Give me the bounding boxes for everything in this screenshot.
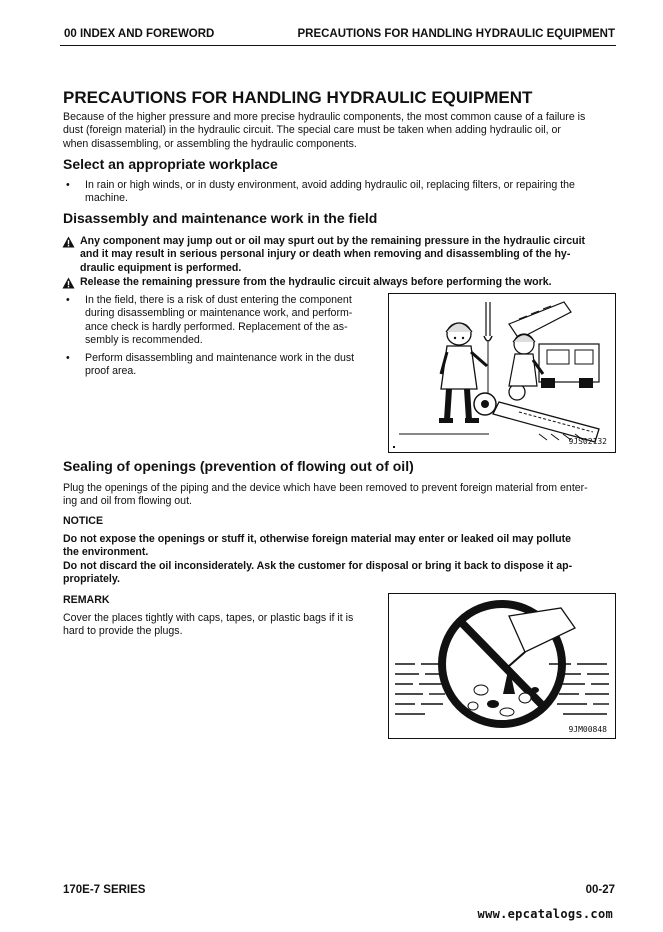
watermark-url[interactable]: www.epcatalogs.com: [477, 907, 613, 921]
bullet-dot: •: [66, 294, 70, 306]
remark-line: hard to provide the plugs.: [63, 625, 183, 638]
notice-text: [63, 533, 616, 587]
bullet-line: proof area.: [85, 365, 137, 378]
remark-label: REMARK: [63, 594, 110, 606]
bullet-line: Perform disassembling and maintenance work in the dust: [85, 352, 355, 364]
intro-line: dust (foreign material) in the hydraulic circuit. The special care must be taken when adding hydraulic oil, or: [63, 124, 561, 137]
notice-line: Do not discard the oil inconsiderately. Ask the customer for disposal or bring it back to dispose it ap-: [63, 559, 573, 572]
bullet-line: machine.: [85, 192, 128, 205]
disassembly-bullet-2: [85, 352, 377, 379]
oil-disposal-illustration: [389, 594, 615, 738]
footer-series: 170E-7 SERIES: [63, 884, 146, 896]
bullet-dot: •: [66, 179, 70, 191]
warning-line: Any component may jump out or oil may spurt out by the remaining pressure in the hydraulic circuit: [80, 235, 586, 247]
figure-code: 9JS02132: [568, 437, 607, 446]
bullet-line: during disassembling or maintenance work, and perform-: [85, 307, 353, 320]
figure-code: 9JM00848: [568, 725, 607, 734]
bullet-line: sembly is recommended.: [85, 334, 203, 347]
header-rule: [60, 45, 616, 46]
disassembly-bullet-1: [85, 294, 377, 348]
field-work-illustration: [389, 294, 615, 452]
workplace-bullet: [85, 179, 616, 206]
remark-text: [63, 612, 377, 639]
warning-release-pressure: Release the remaining pressure from the hydraulic circuit always before performing the work.: [80, 276, 552, 288]
warning-triangle-icon: [62, 277, 75, 289]
notice-label: NOTICE: [63, 515, 104, 527]
sealing-line: ing and oil from flowing out.: [63, 495, 192, 508]
bullet-line: ance check is hardly performed. Replacement of the as-: [85, 320, 348, 333]
intro-line: Because of the higher pressure and more precise hydraulic components, the most common cause of a failure is: [63, 111, 586, 123]
notice-line: propriately.: [63, 573, 120, 586]
figure-oil-disposal: [388, 593, 616, 739]
page-title: PRECAUTIONS FOR HANDLING HYDRAULIC EQUIPMENT: [63, 88, 533, 107]
intro-line: when disassembling, or assembling the hydraulic components.: [63, 137, 357, 150]
heading-sealing: Sealing of openings (prevention of flowing out of oil): [63, 458, 414, 474]
bullet-line: In the field, there is a risk of dust entering the component: [85, 294, 352, 306]
notice-line: the environment.: [63, 546, 149, 559]
figure-field-work: [388, 293, 616, 453]
warning-residual-pressure: [80, 235, 616, 275]
bullet-line: In rain or high winds, or in dusty environment, avoid adding hydraulic oil, replacing filters, or repairing the: [85, 179, 575, 191]
sealing-line: Plug the openings of the piping and the device which have been removed to prevent foreign material from enter-: [63, 482, 588, 494]
intro-paragraph: [63, 111, 616, 151]
heading-workplace: Select an appropriate workplace: [63, 156, 278, 172]
remark-line: Cover the places tightly with caps, tapes, or plastic bags if it is: [63, 612, 354, 624]
running-header-section: 00 INDEX AND FOREWORD: [64, 28, 215, 40]
notice-line: Do not expose the openings or stuff it, otherwise foreign material may enter or leaked oil may pollute: [63, 533, 572, 545]
running-header-title: PRECAUTIONS FOR HANDLING HYDRAULIC EQUIPMENT: [297, 28, 615, 40]
bullet-dot: •: [66, 352, 70, 364]
figure-mark: [393, 446, 395, 448]
page-number: 00-27: [585, 884, 615, 896]
heading-disassembly: Disassembly and maintenance work in the field: [63, 210, 378, 226]
warning-line: and it may result in serious personal injury or death when removing and disassembling of the hy-: [80, 248, 571, 261]
warning-line: draulic equipment is performed.: [80, 261, 242, 274]
warning-triangle-icon: [62, 236, 75, 248]
sealing-paragraph: [63, 482, 616, 509]
